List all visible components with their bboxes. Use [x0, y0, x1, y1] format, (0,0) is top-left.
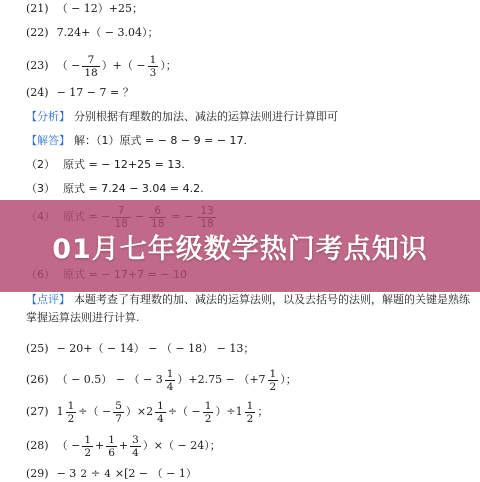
expr-part: − 3: [56, 467, 77, 480]
problem-number: (28): [26, 439, 49, 452]
fraction: [130, 434, 141, 459]
problem-number: (27): [26, 405, 49, 418]
numerator: 1: [149, 53, 157, 66]
step-number: （3）: [26, 182, 55, 195]
expr-part: （ −: [56, 439, 81, 452]
denominator: 2: [67, 412, 75, 425]
expr-part: ）÷1: [215, 405, 243, 418]
numerator: 4: [104, 468, 111, 480]
fraction: [66, 400, 77, 425]
numerator: 1: [166, 367, 174, 380]
numerator: 1: [67, 399, 75, 412]
problem-26: [26, 366, 470, 394]
fraction: [245, 400, 256, 425]
denominator: 2: [246, 412, 254, 425]
fraction: [102, 468, 113, 480]
expr-part: ）；: [280, 373, 297, 386]
comment-block: [26, 291, 470, 327]
solution-line-3: [26, 182, 470, 196]
fraction: [155, 400, 166, 425]
denominator: 2: [84, 446, 91, 459]
denominator: 18: [84, 66, 98, 79]
comment-text: 本题考查了有理数的加、减法的运算法则，以及去括号的法则，解题的关键是熟练掌握运算法则进行计算.: [26, 293, 470, 324]
expr-part: （ − 0.5） − （ − 3: [56, 373, 163, 386]
problem-28: [26, 432, 470, 460]
fraction: [106, 434, 117, 459]
fraction: [78, 468, 89, 480]
fraction: [82, 434, 93, 459]
problem-expression: − 20+（ − 14） − （ − 18） − 13；: [56, 342, 255, 355]
numerator: 1: [269, 367, 277, 380]
step-number: （2）: [26, 158, 55, 171]
problem-22: [26, 26, 470, 40]
problem-25: [26, 342, 470, 356]
problem-21: [26, 2, 470, 16]
expr-part: +: [118, 439, 129, 452]
fraction: [165, 368, 176, 393]
analysis-text: 分别根据有理数的加法、减法的运算法则进行计算即可: [74, 110, 338, 123]
solution-tag: 【解答】: [26, 135, 70, 147]
denominator: 3: [149, 66, 157, 79]
numerator: 1: [157, 399, 164, 412]
denominator: 6: [108, 446, 115, 459]
denominator: 4: [157, 412, 164, 425]
fraction: [82, 54, 99, 79]
problem-expression: − 17 − 7 = ？: [56, 86, 134, 99]
numerator: 2: [80, 468, 87, 480]
analysis-line: [26, 110, 470, 124]
problem-number: (21): [26, 2, 49, 15]
expr-part: ÷（ −: [78, 405, 112, 418]
numerator: 5: [115, 399, 122, 412]
problem-24: [26, 86, 470, 100]
numerator: 3: [132, 433, 139, 446]
numerator: 1: [108, 433, 115, 446]
expr-part: ）；: [160, 59, 177, 72]
title-banner: [0, 200, 480, 292]
expr-part: ；: [257, 405, 269, 418]
solution-step: 原式 = − 12+25 = 13.: [63, 158, 185, 171]
analysis-tag: 【分析】: [26, 111, 70, 123]
numerator: 1: [84, 433, 91, 446]
denominator: 7: [115, 412, 122, 425]
problem-number: (26): [26, 373, 49, 386]
denominator: 4: [166, 380, 174, 393]
expr-part: ×[2 − （ − 1）: [114, 467, 197, 480]
problem-23: [26, 52, 470, 80]
fraction: [268, 368, 279, 393]
problem-number: (29): [26, 467, 49, 480]
problem-number: (22): [26, 26, 49, 39]
solution-step: 原式 = 7.24 − 3.04 = 4.2.: [63, 182, 204, 195]
expr-part: （ −: [56, 59, 81, 72]
solution-step: 解：（1）原式 = − 8 − 9 = − 17.: [74, 134, 248, 147]
fraction: [148, 54, 159, 79]
numerator: 7: [87, 53, 95, 66]
solution-line-2: [26, 158, 470, 172]
expr-part: ）+（ −: [101, 59, 146, 72]
problem-number: (25): [26, 342, 49, 355]
expr-part: ）×2: [125, 405, 154, 418]
solution-line-1: [26, 134, 470, 148]
fraction: [113, 400, 124, 425]
problem-expression: 7.24+（ − 3.04）；: [56, 26, 159, 39]
denominator: 4: [132, 446, 139, 459]
problem-number: (23): [26, 59, 49, 72]
problem-expression: （ − 12）+25；: [56, 2, 144, 15]
problem-number: (24): [26, 86, 49, 99]
expr-part: ÷: [91, 467, 101, 480]
whole-part: 1: [56, 405, 64, 418]
comment-tag: 【点评】: [26, 294, 70, 306]
denominator: 2: [204, 412, 212, 425]
denominator: 2: [269, 380, 277, 393]
expr-part: ÷（ −: [167, 405, 201, 418]
expr-part: ）+2.75 − （+7: [177, 373, 266, 386]
banner-title: 01月七年级数学热门考点知识: [52, 233, 428, 265]
numerator: 1: [246, 399, 254, 412]
problem-27: [26, 398, 470, 426]
expr-part: ）×（ − 24）；: [142, 439, 221, 452]
numerator: 1: [204, 399, 212, 412]
fraction: [203, 400, 214, 425]
expr-part: +: [95, 439, 105, 452]
